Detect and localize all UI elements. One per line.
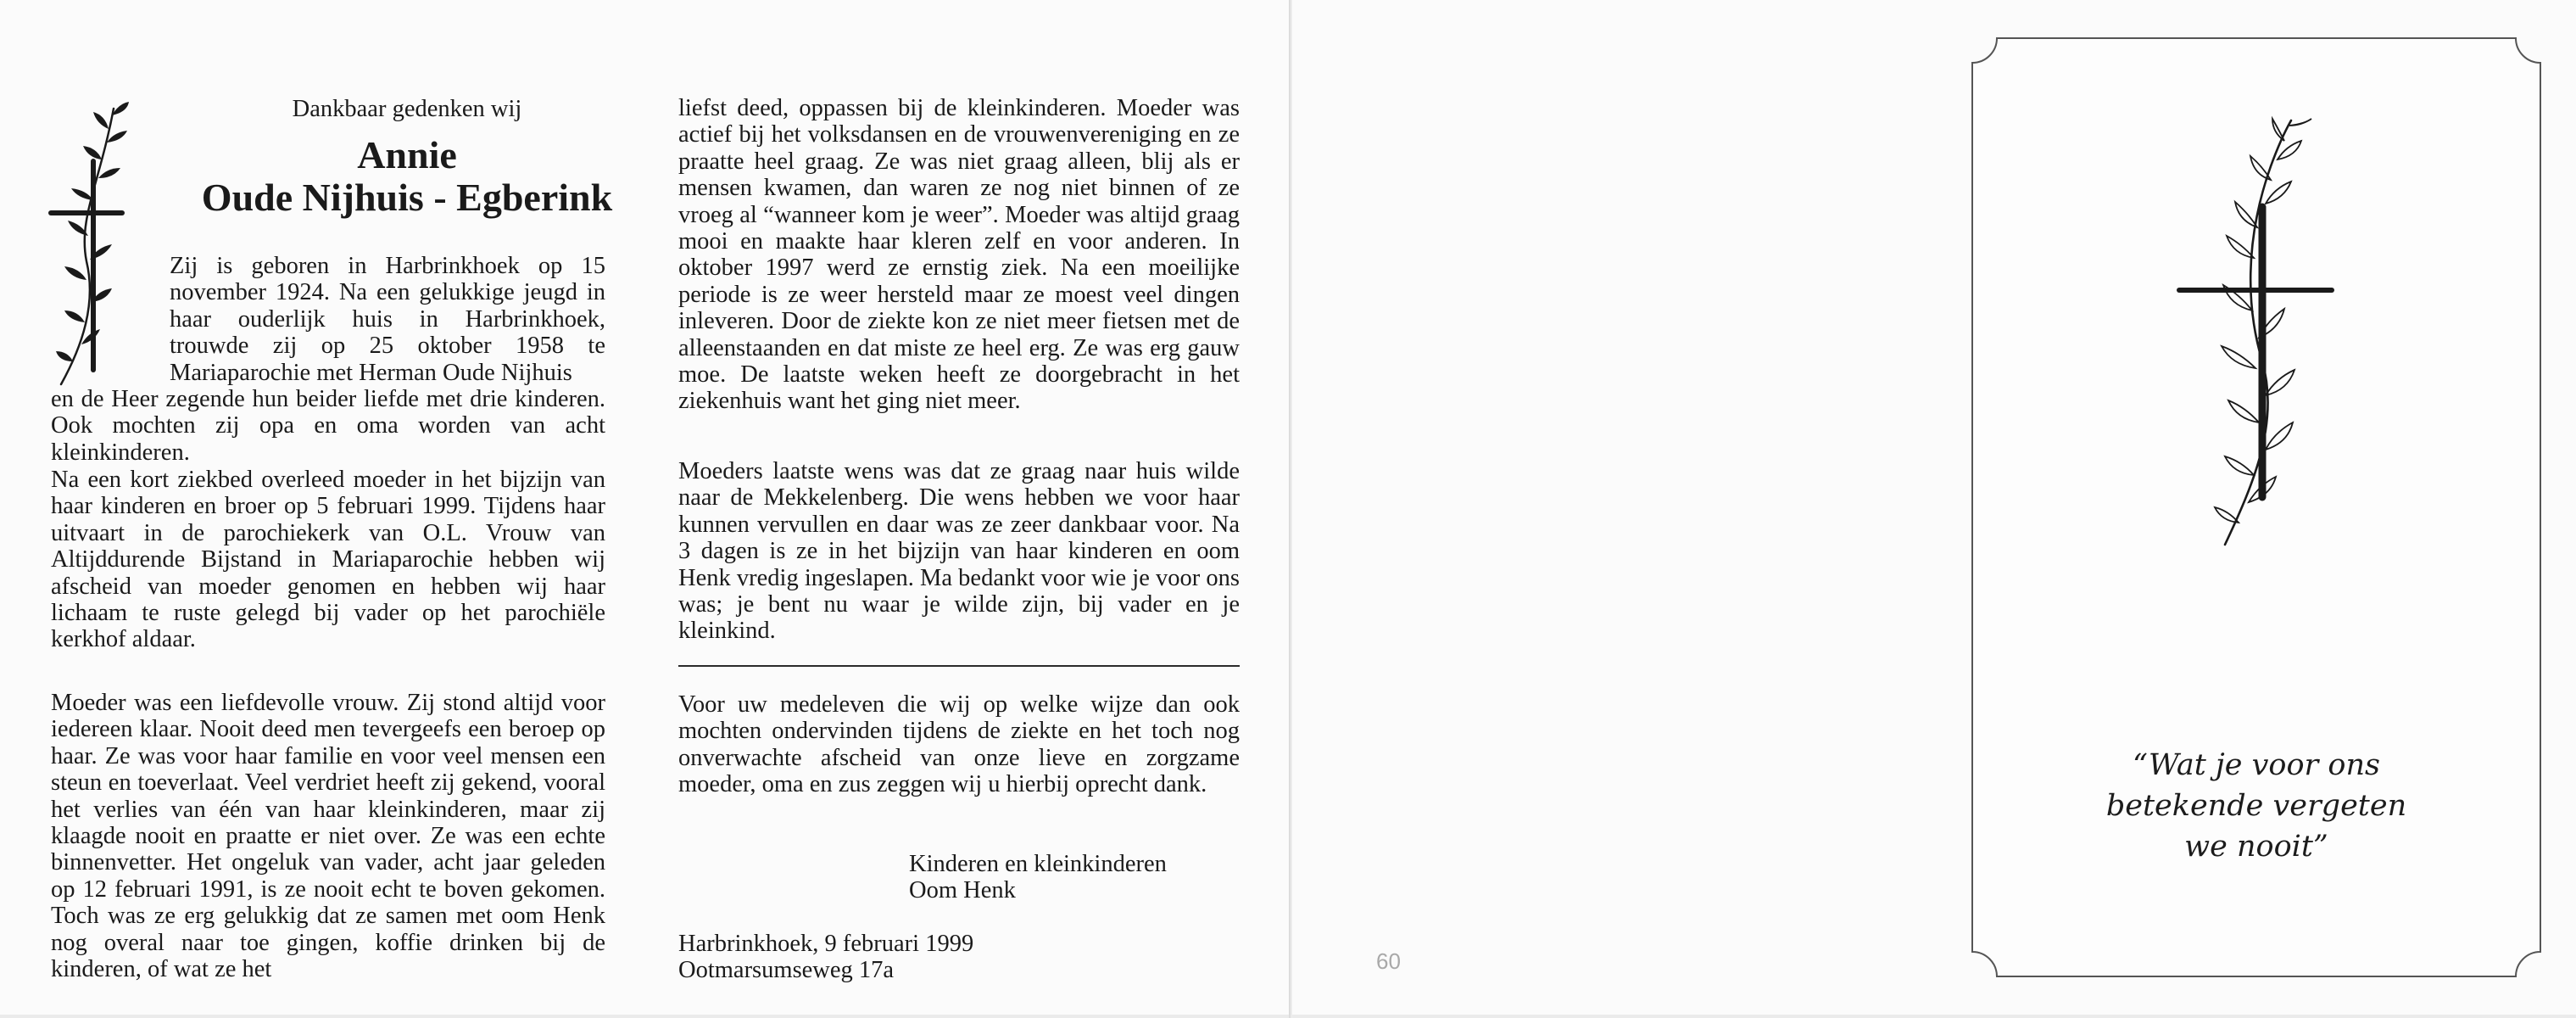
signature-family: Kinderen en kleinkinderen	[909, 851, 1167, 877]
address: Ootmarsumseweg 17a	[678, 957, 895, 983]
header-intro: Dankbaar gedenken wij	[292, 96, 522, 122]
biography-paragraph-1: Zij is geboren in Harbrinkhoek op 15 november 1924. Na een gelukkige jeugd in haar ouderlijk huis in Harbrinkhoek, trouwde zij op 25 oktober 1958 te Mariaparochie met Herman Oude Nijhuis	[170, 253, 605, 386]
deceased-surname: Oude Nijhuis - Egberink	[201, 176, 613, 219]
quote-line-3: we nooit”	[2184, 830, 2328, 864]
signature-uncle: Oom Henk	[909, 877, 1016, 903]
biography-paragraph-4: Moeders laatste wens was dat ze graag naar huis wilde naar de Mekkelenberg. Die wens hebben we voor haar kunnen vervullen en daar was ze zeer dankbaar voor. Na 3 dagen is ze in het bijzijn van haar kinderen en oom Henk vredig ingeslapen. Ma bedankt voor wie je voor ons was; je bent nu waar je wilde zijn, bij vader en je kleinkind.	[678, 458, 1240, 645]
section-divider	[678, 665, 1240, 667]
quote-line-1: “Wat je voor ons	[2133, 748, 2380, 782]
biography-paragraph-3-continued: liefst deed, oppassen bij de kleinkinderen. Moeder was actief bij het volksdansen en de vrouwenvereniging en ze praatte heel graag. Ze was niet graag alleen, blij als er mensen kwamen, dan waren ze nog niet binnen of ze vroeg al “wanneer kom je weer”. Moeder was altijd graag mooi en maakte haar kleren zelf en voor anderen. In oktober 1997 werd ze ernstig ziek. Na een moeilijke periode is ze weer hersteld maar ze moest veel dingen inleveren. Door de ziekte kon ze niet meer fietsen met de alleenstaanden en dat miste ze heel erg. Ze was erg gauw moe. De laatste weken heeft ze doorgebracht in het ziekenhuis want het ging niet meer.	[678, 95, 1240, 415]
cross-with-branch-icon	[2171, 115, 2340, 557]
page-number: 60	[1376, 948, 1401, 974]
cross-with-branch-icon	[44, 100, 137, 389]
quote-line-2: betekende vergeten	[2105, 789, 2407, 823]
biography-paragraph-1-continued: en de Heer zegende hun beider liefde met drie kinderen. Ook mochten zij opa en oma worden van acht kleinkinderen.	[51, 386, 605, 466]
biography-paragraph-3: Moeder was een liefdevolle vrouw. Zij stond altijd voor iedereen klaar. Nooit deed men tevergeefs een beroep op haar. Ze was voor haar familie en voor veel mensen een steun en toeverlaat. Veel verdriet heeft zij gekend, vooral het verlies van één van haar kleinkinderen, maar zij klaagde nooit en praatte er niet over. Ze was een echte binnenvetter. Het ongeluk van vader, acht jaar geleden op 12 februari 1991, is ze nooit echt te boven gekomen. Toch was ze erg gelukkig dat ze samen met oom Henk nog overal naar toe gingen, koffie drinken bij de kinderen, of wat ze het	[51, 690, 605, 983]
biography-paragraph-2: Na een kort ziekbed overleed moeder in het bijzijn van haar kinderen en broer op 5 februari 1999. Tijdens haar uitvaart in de parochiekerk van O.L. Vrouw van Altijddurende Bijstand in Mariaparochie hebben wij afscheid van moeder genomen en hebben wij haar lichaam te ruste gelegd bij vader op het parochiële kerkhof aldaar.	[51, 467, 605, 653]
deceased-first-name: Annie	[357, 133, 457, 176]
place-date: Harbrinkhoek, 9 februari 1999	[678, 931, 974, 957]
thanks-paragraph: Voor uw medeleven die wij op welke wijze dan ook mochten ondervinden tijdens de ziekte en het toch nog onverwachte afscheid van onze lieve en zorgzame moeder, oma en zus zeggen wij u hierbij oprecht dank.	[678, 691, 1240, 798]
